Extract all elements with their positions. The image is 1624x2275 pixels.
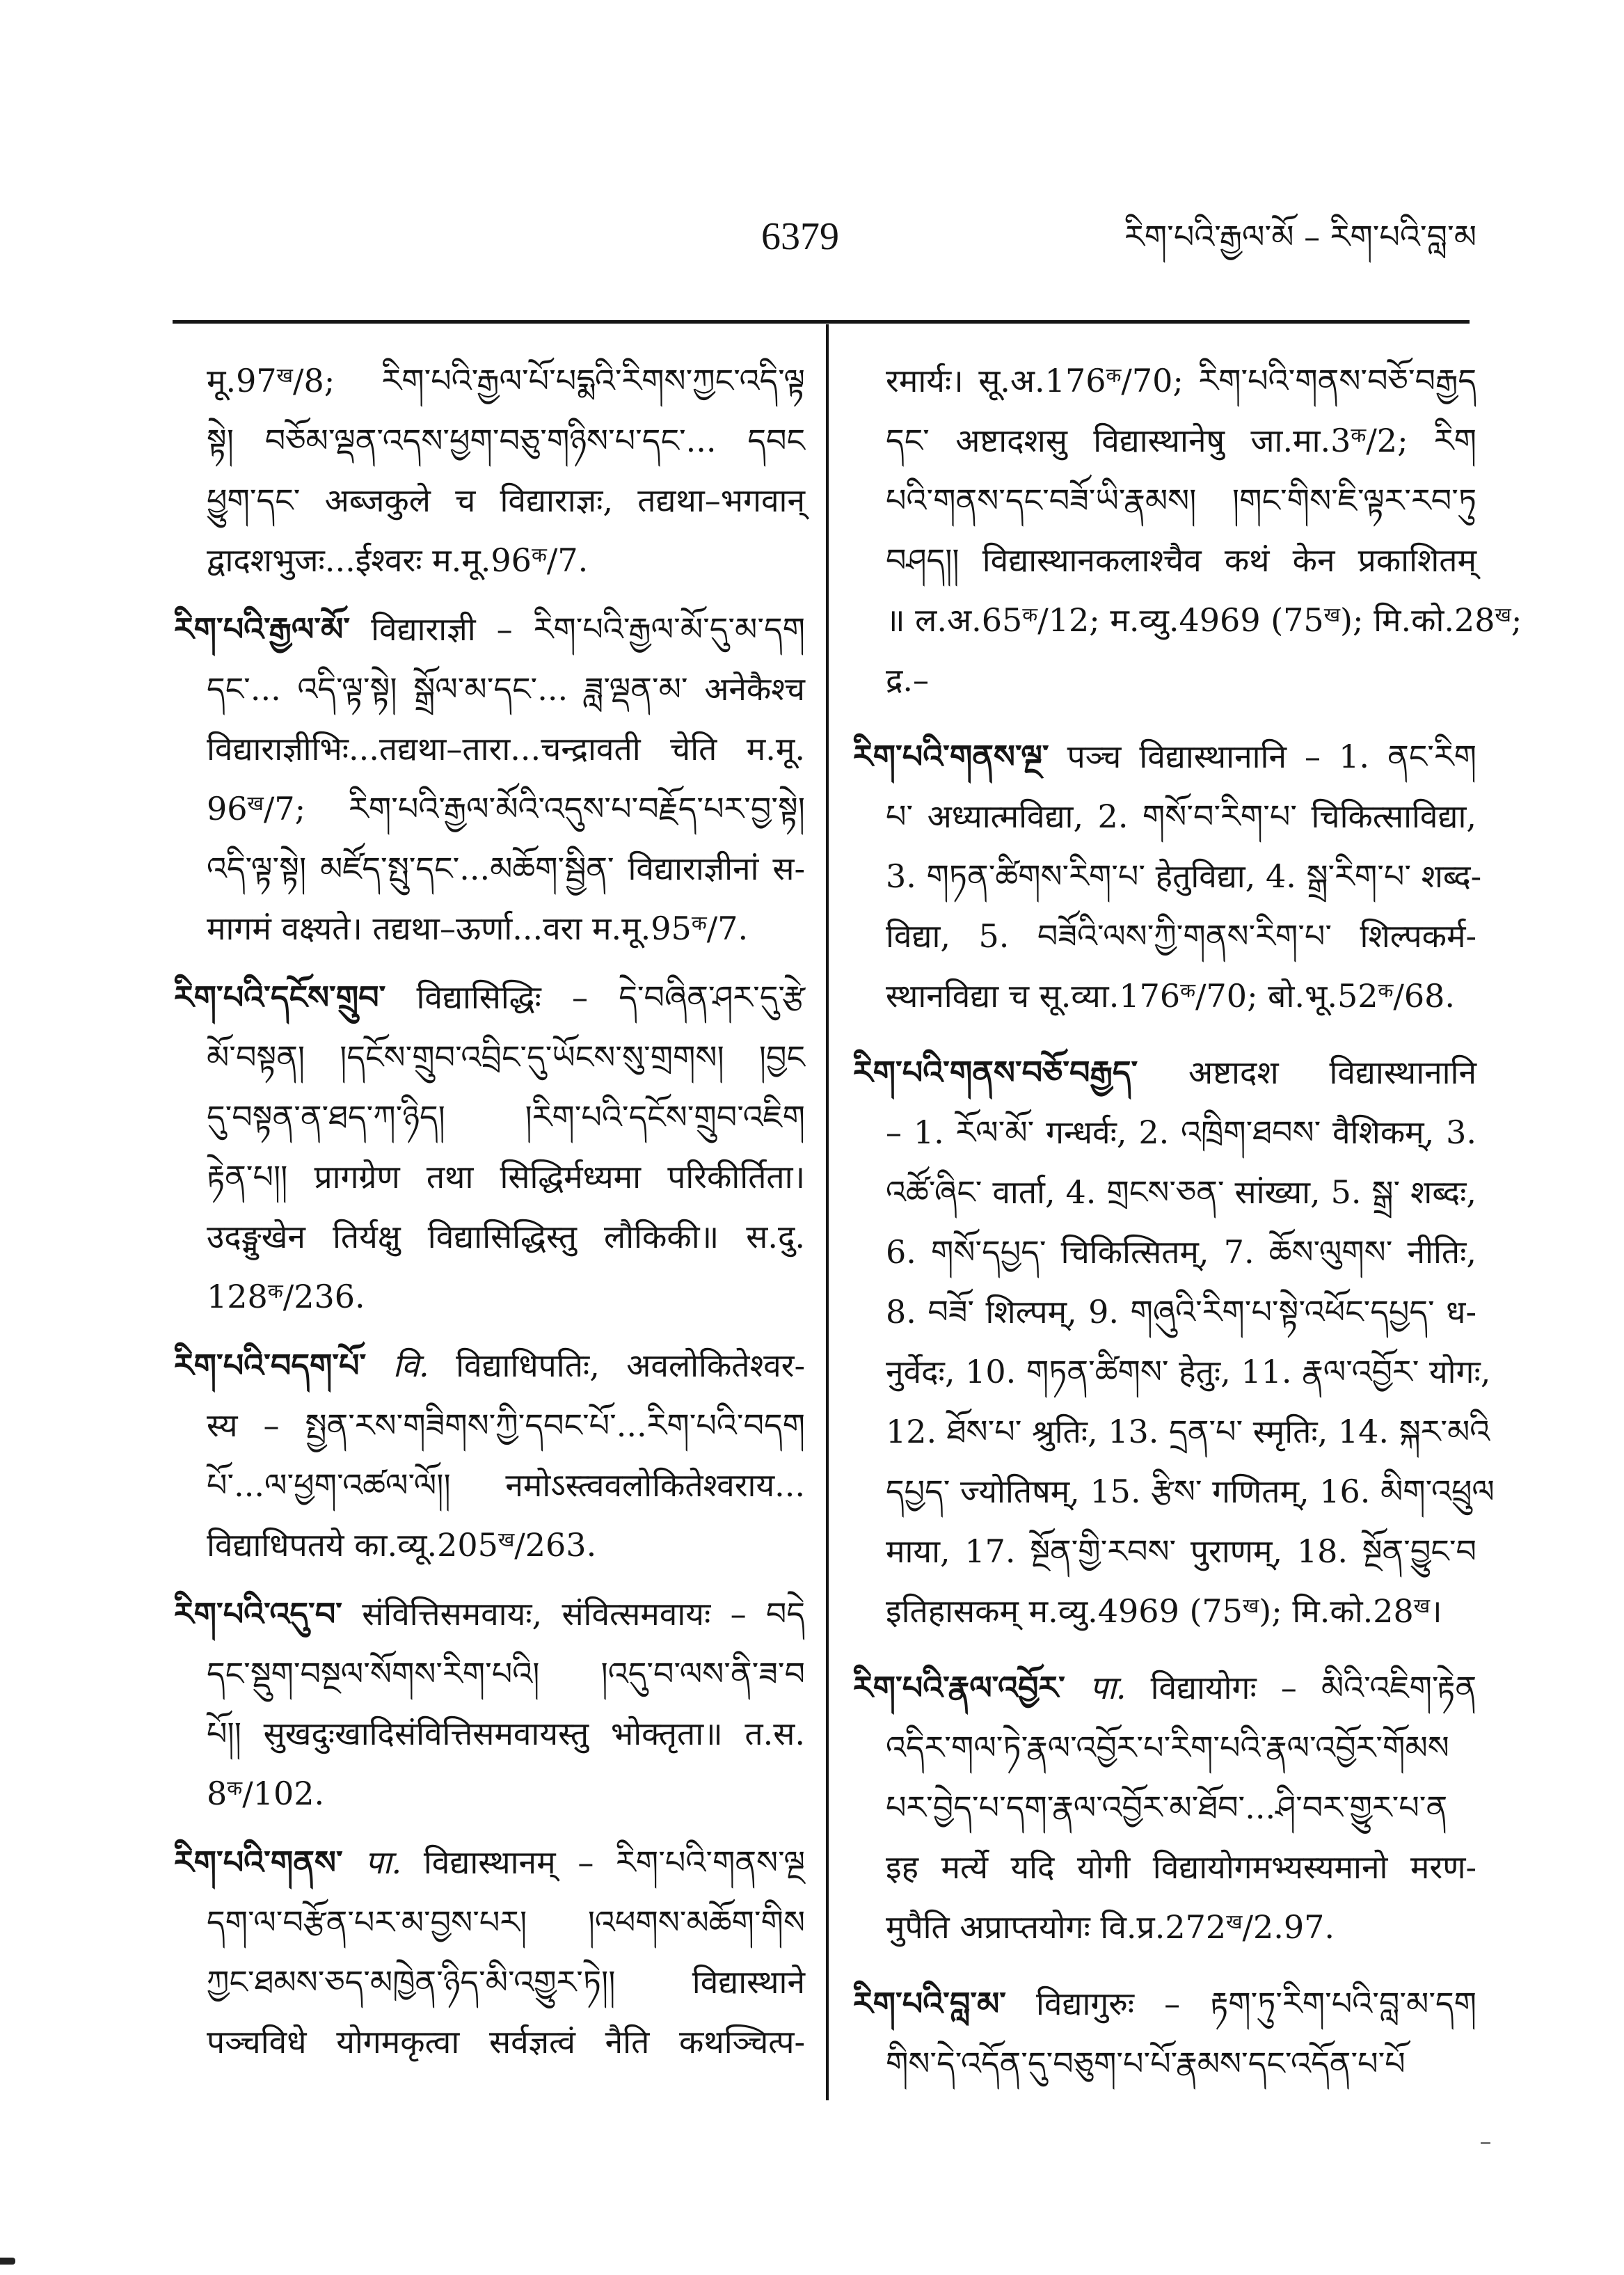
entry-line bbox=[853, 1342, 1491, 1402]
headword: རིག་པའི་འདུ་བ་ bbox=[174, 1595, 342, 1633]
entry-text: ॥ $ल.अ.65^क/12$; म.व्यु.4969 $(75^ख)$; $मि.को.28^ख$; bbox=[886, 601, 1522, 639]
entry-line bbox=[853, 470, 1476, 530]
dictionary-entry bbox=[853, 727, 1482, 1026]
entry-line bbox=[174, 839, 805, 898]
entry-line bbox=[853, 411, 1476, 470]
entry-text: $मू.97^ख/8$; རིག་པའི་རྒྱལ་པོ་པདྨའི་རིགས་ཀྱང་འདི་ལྟ bbox=[207, 362, 805, 399]
entry-line bbox=[853, 786, 1476, 846]
dictionary-entry bbox=[174, 599, 805, 958]
entry-line bbox=[853, 1282, 1476, 1342]
right-column bbox=[853, 351, 1522, 2118]
entry-text: དག་ལ་བརྩོན་པར་མ་བྱས་པར། །འཕགས་མཆོག་གིས bbox=[207, 1903, 805, 1941]
entry-text: དཔྱད་ ज्योतिषम्, 15. རྩིས་ गणितम्, 16. མིག་འཕྲུལ bbox=[886, 1473, 1495, 1510]
entry-text: $8^क/102$. bbox=[207, 1775, 325, 1812]
entry-text: मागमं वक्ष्यते। तद्यथा–ऊर्णा...वरा $म.मू.95^क/7$. bbox=[207, 910, 749, 947]
entry-text: བཤད།། विद्यास्थानकलाश्चैव कथं केन प्रकाशितम् bbox=[886, 541, 1476, 579]
entry-text: དང་སྡུག་བསྔལ་སོགས་རིག་པའི། །འདུ་བ་ལས་ནི་ཟ་བ bbox=[207, 1655, 805, 1693]
entry-line bbox=[174, 898, 805, 958]
entry-text: དང་ अष्टादशसु विद्यास्थानेषु $जा.मा.3^क/2$; རིག bbox=[886, 422, 1476, 459]
entry-line bbox=[174, 1395, 805, 1455]
entry-text: འདིར་གལ་ཏེ་རྣལ་འབྱོར་པ་རིག་པའི་རྣལ་འབྱོར་གོམས bbox=[886, 1729, 1449, 1766]
entry-text: – 1. རོལ་མོ་ गन्धर्वः, 2. འཁྲིག་ཐབས་ वैशिकम्, 3. bbox=[886, 1113, 1476, 1151]
entry-line bbox=[174, 1147, 805, 1207]
entry-text: विद्यासिद्धिः – དེ་བཞིན་ཤར་དུ་རྩེ bbox=[416, 978, 805, 1016]
entry-text: $96^ख/7$; རིག་པའི་རྒྱལ་མོའི་འདུས་པ་བརྗོད་པར་བྱ་སྟེ། bbox=[207, 790, 805, 827]
entry-text: པ་ अध्यात्मविद्या, 2. གསོ་བ་རིག་པ་ चिकित्साविद्या, bbox=[886, 798, 1476, 835]
entry-line bbox=[853, 351, 1476, 411]
entry-line bbox=[853, 1974, 1476, 2034]
dictionary-entry bbox=[174, 967, 805, 1326]
entry-line bbox=[174, 1455, 805, 1515]
entry-line bbox=[174, 411, 805, 470]
entry-line bbox=[853, 727, 1476, 786]
entry-text: स्य – སྤྱན་རས་གཟིགས་ཀྱི་དབང་པོ་...རིག་པའི་བདག bbox=[207, 1406, 805, 1444]
entry-text: པོ་...ལ་ཕྱག་འཚལ་ལོ།། नमोऽस्त्ववलोकितेश्वराय... bbox=[207, 1466, 805, 1504]
entry-line bbox=[853, 1658, 1476, 1718]
entry-text: उदङ्मुखेन तिर्यक्षु विद्यासिद्धिस्तु लौकिकी॥ स.दु. bbox=[207, 1218, 805, 1255]
entry-text: इतिहासकम् म.व्यु.4969 $(75^ख)$; $मि.को.28^ख।$ bbox=[886, 1592, 1442, 1630]
entry-line bbox=[853, 650, 1476, 710]
dictionary-entry bbox=[853, 1658, 1476, 1957]
dictionary-entry bbox=[853, 1043, 1495, 1641]
entry-text: པའི་གནས་དང་བཟོ་ཡི་རྣམས། །གང་གིས་ཇི་ལྟར་རབ་ཏུ bbox=[886, 482, 1476, 519]
entry-text: द्र.– bbox=[886, 661, 930, 699]
entry-line bbox=[174, 659, 805, 719]
entry-line bbox=[174, 2012, 805, 2072]
entry-line bbox=[174, 1335, 805, 1395]
entry-line bbox=[174, 1763, 805, 1823]
dictionary-entry bbox=[174, 1584, 805, 1823]
entry-continuation bbox=[853, 351, 1522, 710]
entry-line bbox=[174, 719, 805, 779]
dictionary-entry bbox=[174, 1335, 805, 1575]
entry-line bbox=[174, 530, 805, 590]
entry-line bbox=[174, 1207, 805, 1267]
entry-line bbox=[853, 1718, 1476, 1777]
entry-line bbox=[853, 906, 1476, 966]
entry-line bbox=[174, 1267, 805, 1326]
entry-line bbox=[853, 1897, 1476, 1957]
dictionary-entry bbox=[174, 1832, 805, 2072]
entry-line bbox=[853, 1222, 1476, 1282]
entry-text: विद्याधिपतिः, अवलोकितेश्वर- bbox=[456, 1347, 806, 1384]
entry-text: 12. ཐོས་པ་ श्रुतिः, 13. དྲན་པ་ स्मृतिः, 14. སྐར་མའི bbox=[886, 1413, 1490, 1450]
entry-text: 8. བཟོ་ शिल्पम्, 9. གཞུའི་རིག་པ་སྟེ་འཕོང་དཔྱད་ ध- bbox=[886, 1293, 1476, 1331]
entry-text: ཕྱུག་དང་ अब्जकुले च विद्याराज्ञः, तद्यथा–भगवान् bbox=[207, 482, 805, 519]
entry-line bbox=[174, 1584, 805, 1644]
entry-text: मुपैति अप्राप्तयोगः $वि.प्र.272^ख/2.97$. bbox=[886, 1908, 1335, 1946]
entry-line bbox=[174, 1952, 805, 2012]
entry-line bbox=[853, 1043, 1476, 1102]
entry-text: विद्याराज्ञीभिः...तद्यथा–तारा...चन्द्रावती चेति म.मू. bbox=[207, 730, 805, 768]
headword: རིག་པའི་གནས་བཅོ་བརྒྱད་ bbox=[853, 1054, 1138, 1091]
entry-line bbox=[853, 530, 1476, 590]
entry-line bbox=[853, 1102, 1476, 1162]
headword: རིག་པའི་དངོས་གྲུབ་ bbox=[174, 978, 386, 1016]
headword: རིག་པའི་བདག་པོ་ bbox=[174, 1347, 367, 1384]
entry-continuation bbox=[174, 351, 805, 590]
entry-line bbox=[174, 779, 805, 839]
entry-line bbox=[174, 599, 805, 659]
entry-line bbox=[853, 1521, 1476, 1581]
entry-text: विद्या, 5. བཟོའི་ལས་ཀྱི་གནས་རིག་པ་ शिल्पकर्म- bbox=[886, 917, 1476, 955]
dictionary-entry bbox=[853, 1974, 1476, 2093]
entry-text: དུ་བསྟན་ན་ཐད་ཀ་ཉིད། །རིག་པའི་དངོས་གྲུབ་འཇིག bbox=[207, 1098, 805, 1136]
entry-text: पञ्चविधे योगमकृत्वा सर्वज्ञत्वं नैति कथञ्चित्प- bbox=[207, 2023, 805, 2061]
entry-text: विद्यायोगः – མིའི་འཇིག་རྟེན bbox=[1150, 1669, 1476, 1706]
entry-line bbox=[853, 1162, 1476, 1222]
entry-text: 6. གསོ་དཔྱད་ चिकित्सितम्, 7. ཆོས་ལུགས་ नीतिः, bbox=[886, 1233, 1476, 1271]
entry-line bbox=[174, 1832, 805, 1892]
entry-line bbox=[853, 966, 1476, 1026]
part-of-speech: वि. bbox=[392, 1347, 429, 1384]
entry-line bbox=[174, 470, 805, 530]
entry-line bbox=[174, 351, 805, 411]
entry-text: རྟེན་པ།། प्रागग्रेण तथा सिद्धिर्मध्यमा परिकीर्तिता। bbox=[207, 1158, 805, 1196]
column-divider bbox=[826, 324, 829, 2100]
entry-text: संवित्तिसमवायः, संवित्समवायः – བདེ bbox=[362, 1595, 805, 1633]
entry-line bbox=[174, 1892, 805, 1952]
entry-text: མོ་བསྟན། །དངོས་གྲུབ་འབྲིང་དུ་ཡོངས་སུ་གྲགས། །བྱང bbox=[207, 1038, 805, 1076]
entry-text: འཚོ་ཞིང་ वार्ता, 4. གྲངས་ཅན་ सांख्या, 5. སྒྲ་ शब्दः, bbox=[886, 1173, 1476, 1211]
entry-line bbox=[853, 1581, 1476, 1641]
header-rule bbox=[173, 320, 1470, 324]
entry-text: विद्यास्थानम् – རིག་པའི་གནས་ལྔ bbox=[423, 1844, 806, 1881]
entry-line bbox=[174, 1087, 805, 1147]
entry-text: रमार्यः। $सू.अ.176^क/70$; རིག་པའི་གནས་བཅོ་བརྒྱད bbox=[886, 362, 1476, 399]
entry-line bbox=[174, 1644, 805, 1704]
entry-text: འདི་ལྟ་སྟེ། མཛོད་སྤུ་དང་...མཆོག་སྦྱིན་ विद्याराज्ञीनां स- bbox=[207, 850, 805, 887]
entry-text: པར་བྱེད་པ་དག་རྣལ་འབྱོར་མ་ཐོབ་...ཤི་བར་གྱུར་པ་ན bbox=[886, 1789, 1448, 1826]
running-head: རིག་པའི་རྒྱལ་མོ – རིག་པའི་བླ་མ bbox=[1124, 218, 1476, 255]
entry-line bbox=[853, 1837, 1476, 1897]
entry-text: द्वादशभुजः...ईश्वरः $म.मू.96^क/7$. bbox=[207, 541, 589, 579]
entry-line bbox=[853, 846, 1482, 906]
entry-text: विद्याधिपतये $का.व्यू.205^ख/263$. bbox=[207, 1526, 597, 1564]
entry-line bbox=[853, 1402, 1490, 1461]
entry-text: माया, 17. སྔོན་གྱི་རབས་ पुराणम्, 18. སྔོན་བྱུང་བ bbox=[886, 1532, 1476, 1570]
entry-text: स्थानविद्या च $सू.व्या.176^क/70$; $बो.भू.52^क/68$. bbox=[886, 977, 1456, 1015]
entry-line bbox=[174, 1515, 805, 1575]
entry-text: विद्यागुरुः – རྟག་ཏུ་རིག་པའི་བླ་མ་དག bbox=[1035, 1985, 1477, 2022]
entry-line bbox=[174, 967, 805, 1027]
entry-text: དང་... འདི་ལྟ་སྟེ། སྒྲོལ་མ་དང་... ཟླ་ལྡན་མ་ अनेकैश्च bbox=[207, 670, 805, 708]
part-of-speech: पा. bbox=[365, 1844, 402, 1881]
entry-text: पञ्च विद्यास्थानानि – 1. ནང་རིག bbox=[1067, 738, 1476, 775]
entry-line bbox=[853, 2034, 1476, 2093]
left-column bbox=[174, 351, 805, 2104]
entry-text: གིས་དེ་འདོན་དུ་བཅུག་པ་པོ་རྣམས་དང་འདོན་པ་པོ bbox=[886, 2045, 1406, 2082]
headword: རིག་པའི་རྣལ་འབྱོར་ bbox=[853, 1669, 1065, 1706]
entry-text: སྟེ། བཅོམ་ལྡན་འདས་ཕྱག་བཅུ་གཉིས་པ་དང་... དབང bbox=[207, 422, 805, 459]
headword: རིག་པའི་གནས་ bbox=[174, 1844, 343, 1881]
page-number: 6379 bbox=[761, 215, 839, 258]
headword: རིག་པའི་རྒྱལ་མོ་ bbox=[174, 610, 351, 648]
headword: རིག་པའི་བླ་མ་ bbox=[853, 1985, 1006, 2022]
entry-line bbox=[174, 1704, 805, 1763]
part-of-speech: पा. bbox=[1089, 1669, 1127, 1706]
entry-text: ཀྱང་ཐམས་ཅད་མཁྱེན་ཉིད་མི་འགྱུར་ཏེ།། विद्यास्थाने bbox=[207, 1963, 805, 2001]
entry-line bbox=[853, 1777, 1476, 1837]
entry-text: इह मर्त्ये यदि योगी विद्यायोगमभ्यस्यमानो मरण- bbox=[886, 1848, 1476, 1886]
entry-line bbox=[174, 1027, 805, 1087]
entry-text: $128^क/236$. bbox=[207, 1278, 365, 1315]
scan-artifact bbox=[1481, 2142, 1490, 2144]
scan-artifact bbox=[0, 2258, 15, 2265]
headword: རིག་པའི་གནས་ལྔ་ bbox=[853, 738, 1049, 775]
entry-text: विद्याराज्ञी – རིག་པའི་རྒྱལ་མོ་དུ་མ་དག bbox=[371, 610, 805, 648]
entry-text: པོ།། सुखदुःखादिसंवित्तिसमवायस्तु भोक्तृता॥ त.स. bbox=[207, 1715, 805, 1752]
entry-text: नुर्वेदः, 10. གཏན་ཚིགས་ हेतुः, 11. རྣལ་འབྱོར་ योगः, bbox=[886, 1353, 1491, 1390]
entry-text: अष्टादश विद्यास्थानानि bbox=[1188, 1054, 1476, 1091]
entry-text: 3. གཏན་ཚིགས་རིག་པ་ हेतुविद्या, 4. སྒྲ་རིག་པ་ शब्द- bbox=[886, 857, 1482, 895]
entry-line bbox=[853, 590, 1522, 650]
entry-line bbox=[853, 1461, 1495, 1521]
